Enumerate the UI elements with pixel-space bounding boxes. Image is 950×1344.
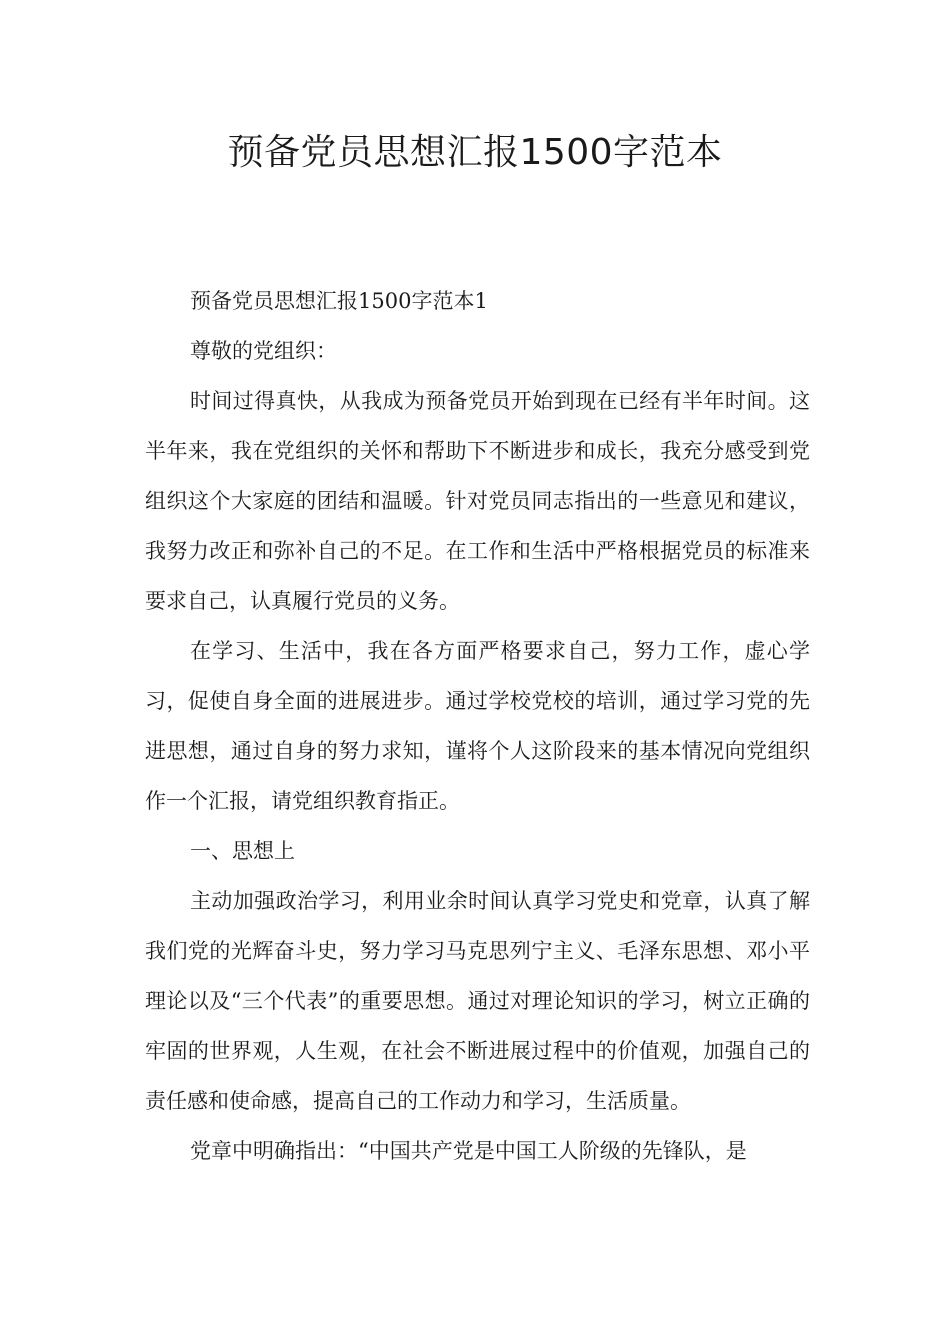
paragraph: 党章中明确指出：“中国共产党是中国工人阶级的先锋队，是 — [190, 1139, 747, 1163]
paragraph: 主动加强政治学习，利用业余时间认真学习党史和党章，认真了解我们党的光辉奋斗史，努力学习马克思列宁主义、毛泽东思想、邓小平理论以及“三个代表”的重要思想。通过对理论知识的学习，树立正确的牢固的世界观，人生观，在社会不断进展过程中的价值观，加强自己的责任感和使命感，提高自己的工作动力和学习，生活质量。 — [145, 889, 810, 1113]
paragraph-salutation: 尊敬的党组织： — [190, 339, 337, 363]
paragraph-subtitle: 预备党员思想汇报1500字范本1 — [190, 289, 488, 313]
document-title: 预备党员思想汇报1500字范本 — [227, 132, 723, 173]
section-heading: 一、思想上 — [190, 839, 295, 863]
paragraph: 在学习、生活中，我在各方面严格要求自己，努力工作，虚心学习，促使自身全面的进展进步。通过学校党校的培训，通过学习党的先进思想，通过自身的努力求知，谨将个人这阶段来的基本情况向党组织作一个汇报，请党组织教育指正。 — [145, 639, 810, 813]
document-body — [145, 276, 810, 1176]
paragraph: 时间过得真快，从我成为预备党员开始到现在已经有半年时间。这半年来，我在党组织的关怀和帮助下不断进步和成长，我充分感受到党组织这个大家庭的团结和温暖。针对党员同志指出的一些意见和建议，我努力改正和弥补自己的不足。在工作和生活中严格根据党员的标准来要求自己，认真履行党员的义务。 — [145, 389, 810, 613]
